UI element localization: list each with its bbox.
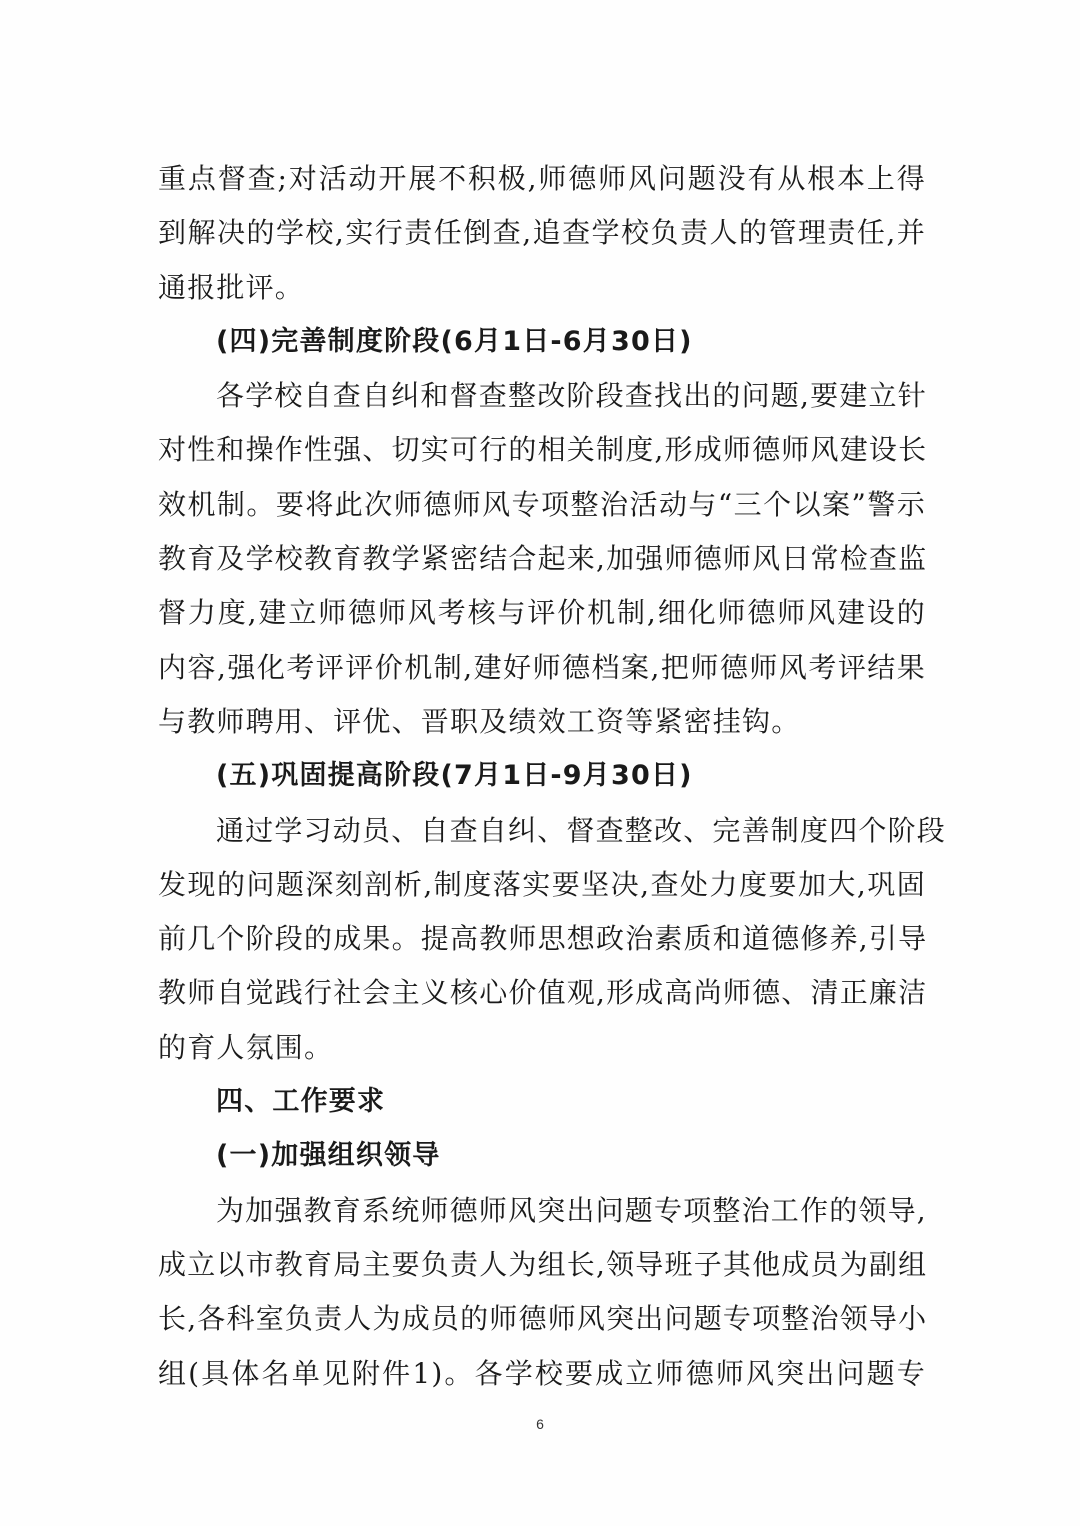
section-heading: (一)加强组织领导 [216,1140,441,1172]
paragraph-line: 教师自觉践行社会主义核心价值观,形成高尚师德、清正廉洁 [158,976,928,1010]
paragraph-line: 通过学习动员、自查自纠、督查整改、完善制度四个阶段 [216,813,947,847]
paragraph-line: 前几个阶段的成果。提高教师思想政治素质和道德修养,引导 [158,922,928,956]
paragraph-line: 内容,强化考评评价机制,建好师德档案,把师德师风考评结果 [158,650,926,684]
paragraph-line: 对性和操作性强、切实可行的相关制度,形成师德师风建设长 [158,433,928,467]
paragraph-line: 与教师聘用、评优、晋职及绩效工资等紧密挂钩。 [158,704,801,738]
paragraph-line: 发现的问题深刻剖析,制度落实要坚决,查处力度要加大,巩固 [158,867,926,901]
paragraph-line: 到解决的学校,实行责任倒查,追查学校负责人的管理责任,并 [158,216,926,250]
paragraph-line: 各学校自查自纠和督查整改阶段查找出的问题,要建立针 [216,379,927,413]
document-body [158,152,947,1401]
paragraph-line: 为加强教育系统师德师风突出问题专项整治工作的领导, [216,1193,927,1227]
paragraph-line: 组(具体名单见附件1)。各学校要成立师德师风突出问题专 [158,1356,926,1390]
chapter-heading: 四、工作要求 [216,1086,386,1118]
paragraph-line: 效机制。要将此次师德师风专项整治活动与“三个以案”警示 [158,487,926,521]
paragraph-line: 督力度,建立师德师风考核与评价机制,细化师德师风建设的 [158,596,926,630]
page-number: 6 [536,1416,544,1432]
paragraph-line: 教育及学校教育教学紧密结合起来,加强师德师风日常检查监 [158,542,928,576]
paragraph-line: 成立以市教育局主要负责人为组长,领导班子其他成员为副组 [158,1247,928,1281]
paragraph-line: 通报批评。 [158,270,305,304]
section-heading: (五)巩固提高阶段(7月1日-9月30日) [216,760,693,792]
paragraph-line: 长,各科室负责人为成员的师德师风突出问题专项整治领导小 [158,1302,928,1336]
paragraph-line: 的育人氛围。 [158,1030,334,1064]
section-heading: (四)完善制度阶段(6月1日-6月30日) [216,325,693,357]
paragraph-line: 重点督查;对活动开展不积极,师德师风问题没有从根本上得 [158,162,926,195]
